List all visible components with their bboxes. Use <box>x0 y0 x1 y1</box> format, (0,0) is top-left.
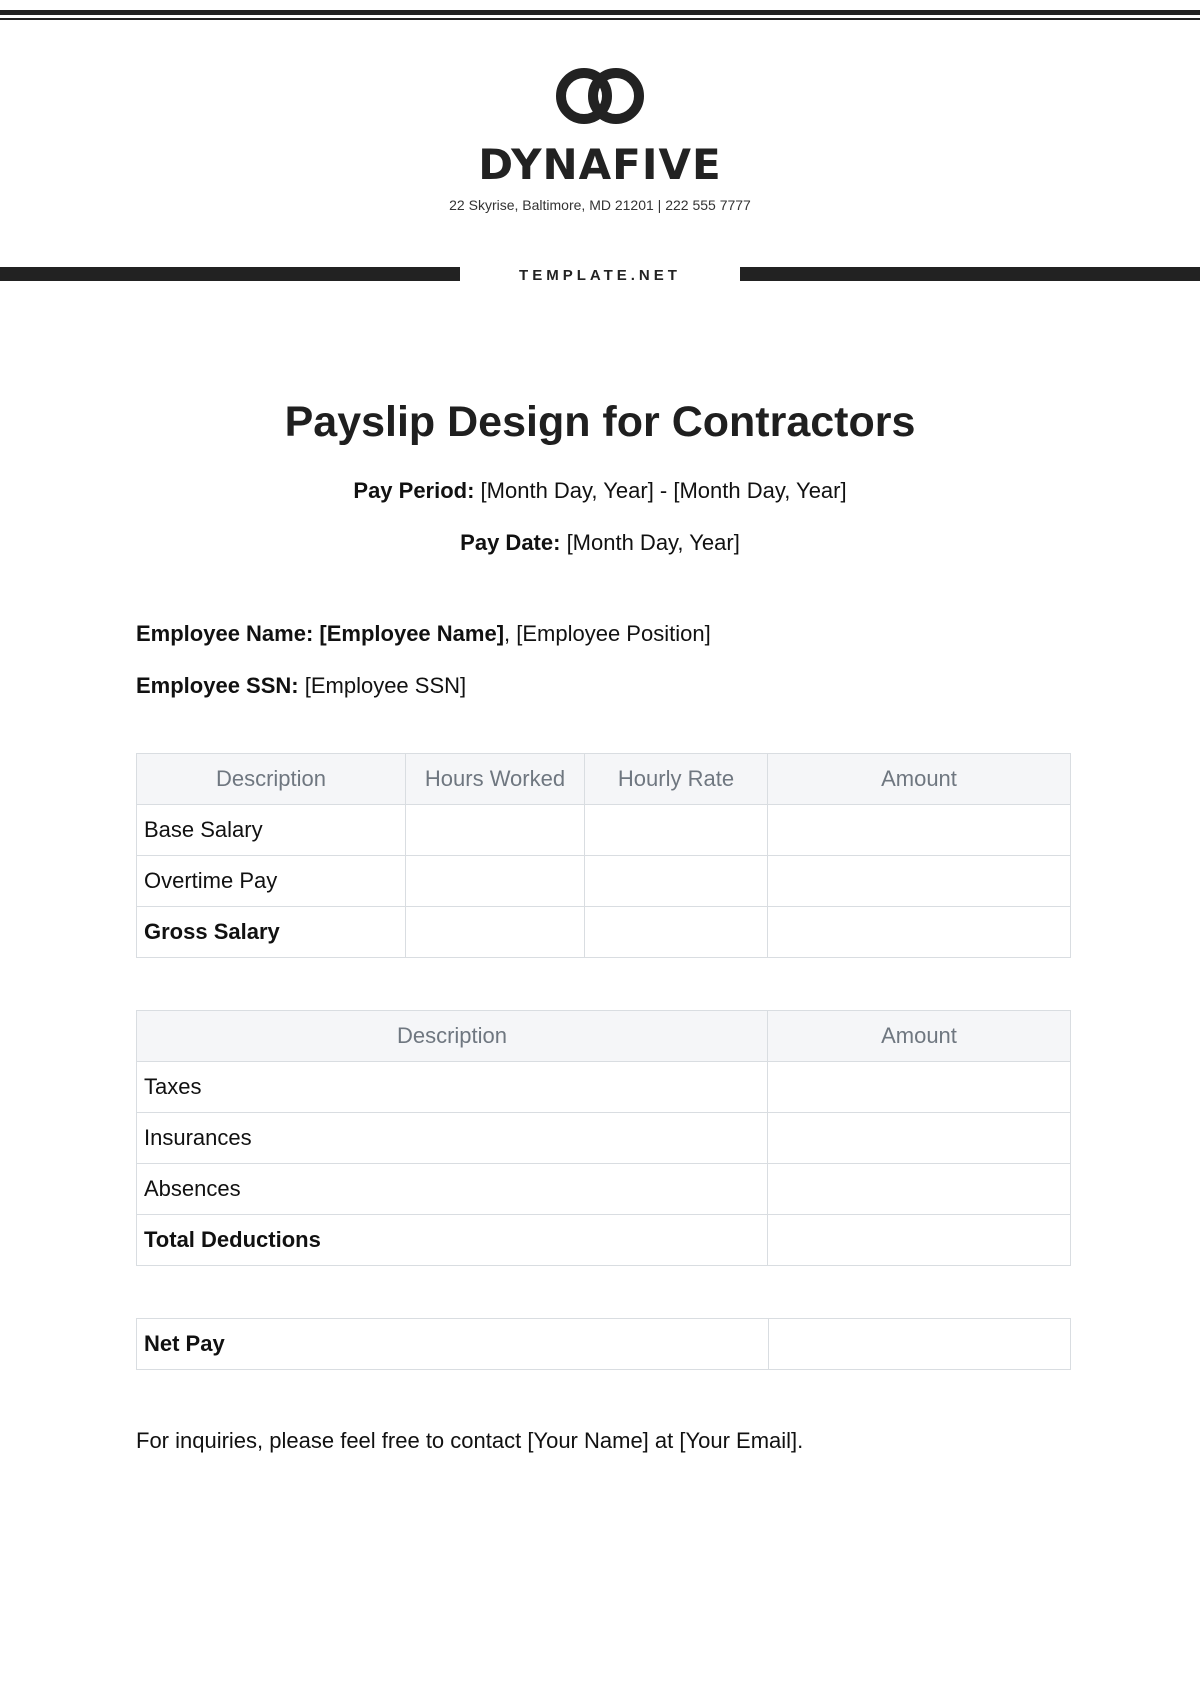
earnings-table <box>136 753 1071 958</box>
document-title: Payslip Design for Contractors <box>284 398 916 446</box>
table-row <box>137 1319 1071 1370</box>
pay-period-label: Pay Period: <box>353 478 475 503</box>
deductions-header-description: Description <box>137 1011 768 1062</box>
deductions-header-amount: Amount <box>768 1011 1071 1062</box>
earnings-header-hourly-rate: Hourly Rate <box>585 754 768 805</box>
deductions-row-label: Absences <box>137 1164 768 1215</box>
band-right-bar <box>740 267 1200 281</box>
company-address: 22 Skyrise, Baltimore, MD 21201 | 222 555 7777 <box>449 197 751 213</box>
net-pay-table <box>136 1318 1071 1370</box>
pay-period-value: [Month Day, Year] - [Month Day, Year] <box>474 478 847 503</box>
earnings-row-label: Base Salary <box>137 805 406 856</box>
table-cell <box>585 856 768 907</box>
table-row <box>137 856 1071 907</box>
employee-name-line <box>136 621 711 647</box>
deductions-row-label: Insurances <box>137 1113 768 1164</box>
table-cell <box>768 1062 1071 1113</box>
table-row <box>137 1164 1071 1215</box>
table-cell <box>585 907 768 958</box>
interlocking-rings-logo-icon <box>555 65 645 127</box>
table-cell <box>406 805 585 856</box>
deductions-table <box>136 1010 1071 1266</box>
net-pay-label: Net Pay <box>137 1319 769 1370</box>
table-cell <box>768 1215 1071 1266</box>
earnings-header-amount: Amount <box>768 754 1071 805</box>
band-text: TEMPLATE.NET <box>519 267 681 284</box>
table-row <box>137 907 1071 958</box>
deductions-row-label: Total Deductions <box>137 1215 768 1266</box>
table-cell <box>768 1113 1071 1164</box>
earnings-header-hours-worked: Hours Worked <box>406 754 585 805</box>
table-cell <box>768 1164 1071 1215</box>
table-row <box>137 1062 1071 1113</box>
deductions-row-label: Taxes <box>137 1062 768 1113</box>
net-pay-amount-cell <box>769 1319 1071 1370</box>
table-cell <box>768 805 1071 856</box>
deductions-header-row <box>137 1011 1071 1062</box>
earnings-row-label: Overtime Pay <box>137 856 406 907</box>
company-name: DYNAFIVE <box>478 140 722 189</box>
pay-date-value: [Month Day, Year] <box>560 530 740 555</box>
table-cell <box>585 805 768 856</box>
footer-note: For inquiries, please feel free to contact [Your Name] at [Your Email]. <box>136 1428 804 1453</box>
table-row <box>137 1215 1071 1266</box>
band-left-bar <box>0 267 460 281</box>
pay-date-line <box>0 530 1200 556</box>
top-rule-thick <box>0 10 1200 15</box>
employee-ssn-label: Employee SSN: <box>136 673 299 698</box>
pay-date-label: Pay Date: <box>460 530 561 555</box>
table-row <box>137 805 1071 856</box>
table-cell <box>768 907 1071 958</box>
earnings-header-description: Description <box>137 754 406 805</box>
top-rule-thin <box>0 18 1200 20</box>
table-cell <box>406 907 585 958</box>
table-cell <box>406 856 585 907</box>
earnings-header-row <box>137 754 1071 805</box>
pay-period-line <box>0 478 1200 504</box>
employee-ssn-line <box>136 673 466 699</box>
table-row <box>137 1113 1071 1164</box>
employee-name-label: Employee Name: [Employee Name] <box>136 621 505 646</box>
table-cell <box>768 856 1071 907</box>
employee-position-value: , [Employee Position] <box>504 621 711 646</box>
employee-ssn-value: [Employee SSN] <box>298 673 467 698</box>
earnings-row-label: Gross Salary <box>137 907 406 958</box>
